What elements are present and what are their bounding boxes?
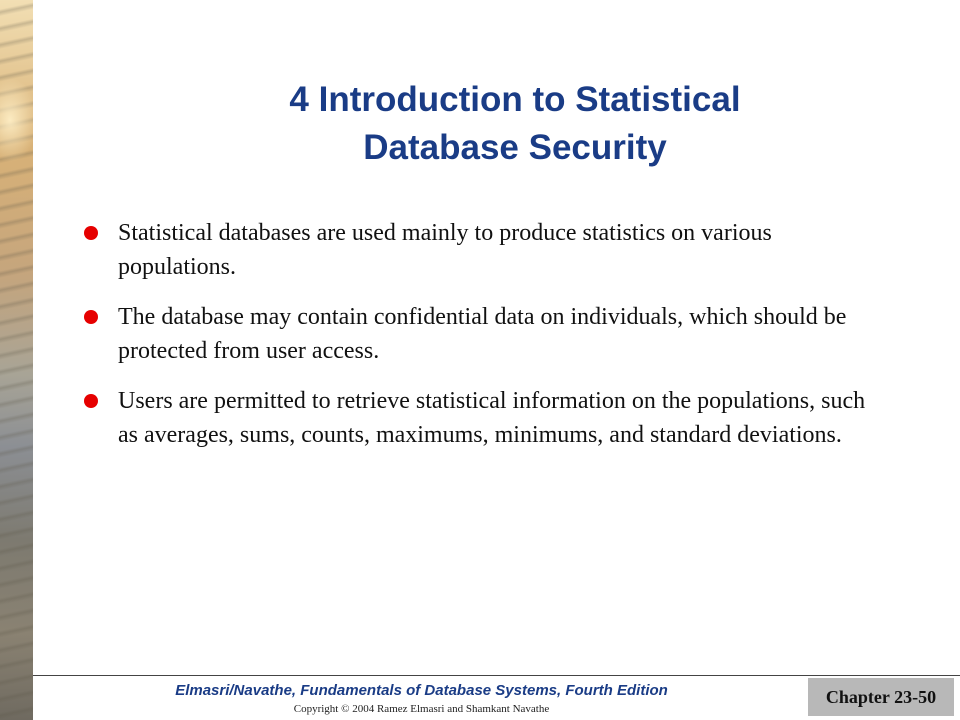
footer-copyright: Copyright © 2004 Ramez Elmasri and Shamkant Navathe: [293, 703, 550, 715]
slide-title-line-1: 4 Introduction to Statistical: [289, 80, 741, 119]
bullet-item: [82, 384, 872, 452]
bullet-text: Users are permitted to retrieve statistical information on the populations, such as averages, sums, counts, maximums, minimums, and standard deviations.: [118, 388, 866, 448]
desert-background-strip: [0, 0, 33, 720]
bullet-text: The database may contain confidential data on individuals, which should be protected from user access.: [118, 304, 847, 364]
bullet-item: [82, 216, 872, 284]
footer-book-title: Elmasri/Navathe, Fundamentals of Database Systems, Fourth Edition: [175, 682, 668, 699]
chapter-label: Chapter 23-50: [825, 686, 937, 707]
bullet-list: [82, 216, 872, 468]
footer-divider: [33, 675, 960, 676]
bullet-dot-icon: [84, 394, 98, 408]
slide-title-line-2: Database Security: [363, 128, 667, 167]
bullet-item: [82, 300, 872, 368]
bullet-dot-icon: [84, 310, 98, 324]
chapter-badge: [808, 678, 954, 716]
bullet-dot-icon: [84, 226, 98, 240]
bullet-text: Statistical databases are used mainly to produce statistics on various populations.: [118, 220, 772, 280]
slide-title: [150, 76, 880, 172]
